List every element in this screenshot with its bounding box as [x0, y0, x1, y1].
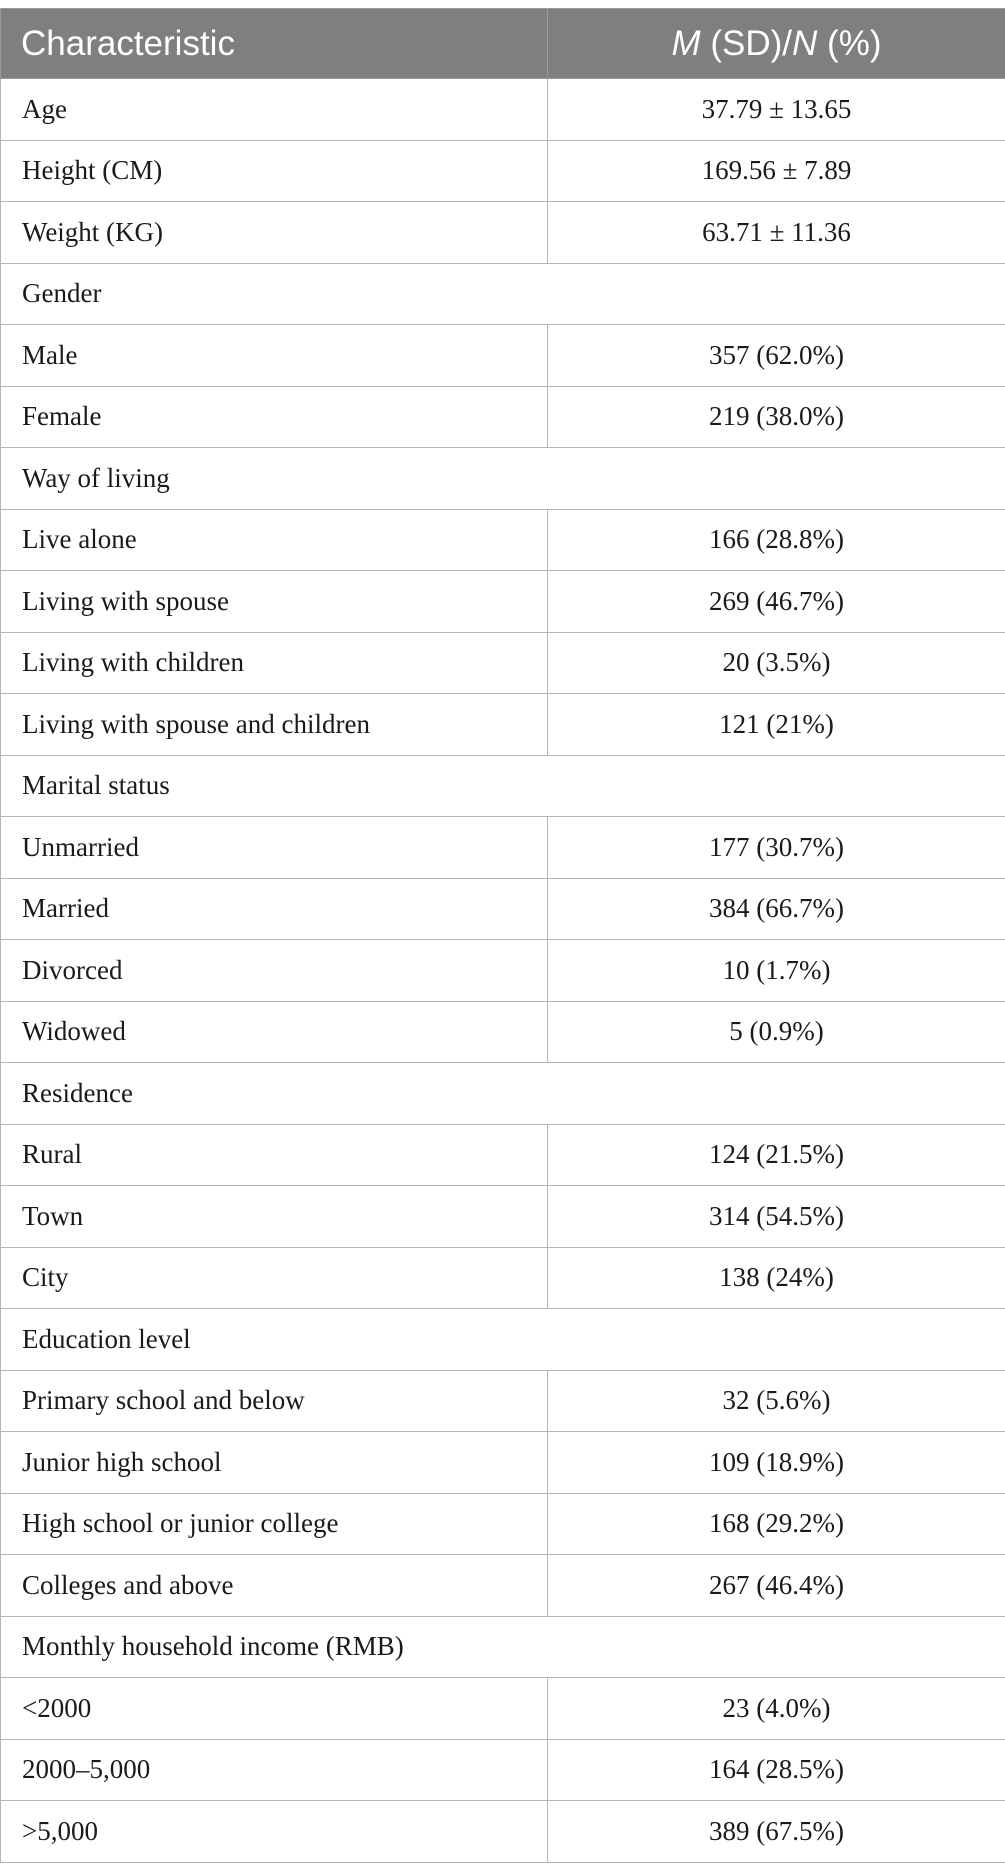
row-value: 10 (1.7%) [548, 940, 1005, 1002]
section-row [1, 1063, 1005, 1125]
row-label: Junior high school [1, 1432, 548, 1494]
row-value: 314 (54.5%) [548, 1186, 1005, 1248]
row-label: Weight (KG) [1, 202, 548, 264]
row-value: 357 (62.0%) [548, 325, 1005, 387]
row-value: 169.56 ± 7.89 [548, 140, 1005, 202]
row-value: 166 (28.8%) [548, 509, 1005, 571]
table-row [1, 817, 1005, 879]
table-row [1, 1555, 1005, 1617]
characteristics-table-container [0, 8, 1005, 1863]
table-row [1, 386, 1005, 448]
row-label: City [1, 1247, 548, 1309]
row-value: 20 (3.5%) [548, 632, 1005, 694]
section-row [1, 755, 1005, 817]
section-row [1, 448, 1005, 510]
row-label: Live alone [1, 509, 548, 571]
row-label: Living with spouse [1, 571, 548, 633]
row-value: 124 (21.5%) [548, 1124, 1005, 1186]
section-label: Marital status [1, 755, 1005, 817]
table-row [1, 571, 1005, 633]
header-characteristic: Characteristic [1, 9, 548, 79]
row-label: Rural [1, 1124, 548, 1186]
row-value: 267 (46.4%) [548, 1555, 1005, 1617]
section-label: Monthly household income (RMB) [1, 1616, 1005, 1678]
table-row [1, 694, 1005, 756]
row-label: Age [1, 79, 548, 141]
row-value: 177 (30.7%) [548, 817, 1005, 879]
table-row [1, 1801, 1005, 1863]
table-row [1, 632, 1005, 694]
row-value: 269 (46.7%) [548, 571, 1005, 633]
row-value: 109 (18.9%) [548, 1432, 1005, 1494]
row-value: 384 (66.7%) [548, 878, 1005, 940]
header-sd: (SD)/ [700, 23, 793, 63]
header-pct: (%) [817, 23, 882, 63]
table-row [1, 1432, 1005, 1494]
table-row [1, 1186, 1005, 1248]
row-value: 23 (4.0%) [548, 1678, 1005, 1740]
table-row [1, 325, 1005, 387]
table-row [1, 1493, 1005, 1555]
table-row [1, 202, 1005, 264]
section-label: Way of living [1, 448, 1005, 510]
header-row [1, 9, 1005, 79]
table-row [1, 1001, 1005, 1063]
section-label: Gender [1, 263, 1005, 325]
table-row [1, 1678, 1005, 1740]
row-label: Female [1, 386, 548, 448]
table-row [1, 1247, 1005, 1309]
row-label: <2000 [1, 1678, 548, 1740]
row-label: >5,000 [1, 1801, 548, 1863]
row-label: Town [1, 1186, 548, 1248]
row-value: 121 (21%) [548, 694, 1005, 756]
table-row [1, 1739, 1005, 1801]
section-row [1, 263, 1005, 325]
row-label: Male [1, 325, 548, 387]
row-value: 63.71 ± 11.36 [548, 202, 1005, 264]
characteristics-table [0, 8, 1005, 1863]
table-row [1, 79, 1005, 141]
row-label: Unmarried [1, 817, 548, 879]
row-label: Height (CM) [1, 140, 548, 202]
row-label: Married [1, 878, 548, 940]
section-label: Education level [1, 1309, 1005, 1371]
table-row [1, 140, 1005, 202]
row-value: 389 (67.5%) [548, 1801, 1005, 1863]
table-body [1, 79, 1005, 1863]
row-value: 37.79 ± 13.65 [548, 79, 1005, 141]
row-value: 138 (24%) [548, 1247, 1005, 1309]
header-n: N [792, 23, 818, 63]
table-row [1, 1124, 1005, 1186]
row-value: 168 (29.2%) [548, 1493, 1005, 1555]
table-row [1, 940, 1005, 1002]
row-label: Living with children [1, 632, 548, 694]
table-row [1, 509, 1005, 571]
section-row [1, 1616, 1005, 1678]
row-value: 5 (0.9%) [548, 1001, 1005, 1063]
table-row [1, 878, 1005, 940]
header-m: M [671, 23, 701, 63]
row-label: Widowed [1, 1001, 548, 1063]
section-label: Residence [1, 1063, 1005, 1125]
row-label: Colleges and above [1, 1555, 548, 1617]
header-statistic [548, 9, 1005, 79]
row-value: 164 (28.5%) [548, 1739, 1005, 1801]
row-label: High school or junior college [1, 1493, 548, 1555]
row-label: Living with spouse and children [1, 694, 548, 756]
section-row [1, 1309, 1005, 1371]
row-label: 2000–5,000 [1, 1739, 548, 1801]
table-header [1, 9, 1005, 79]
row-value: 219 (38.0%) [548, 386, 1005, 448]
table-row [1, 1370, 1005, 1432]
row-label: Primary school and below [1, 1370, 548, 1432]
row-label: Divorced [1, 940, 548, 1002]
row-value: 32 (5.6%) [548, 1370, 1005, 1432]
